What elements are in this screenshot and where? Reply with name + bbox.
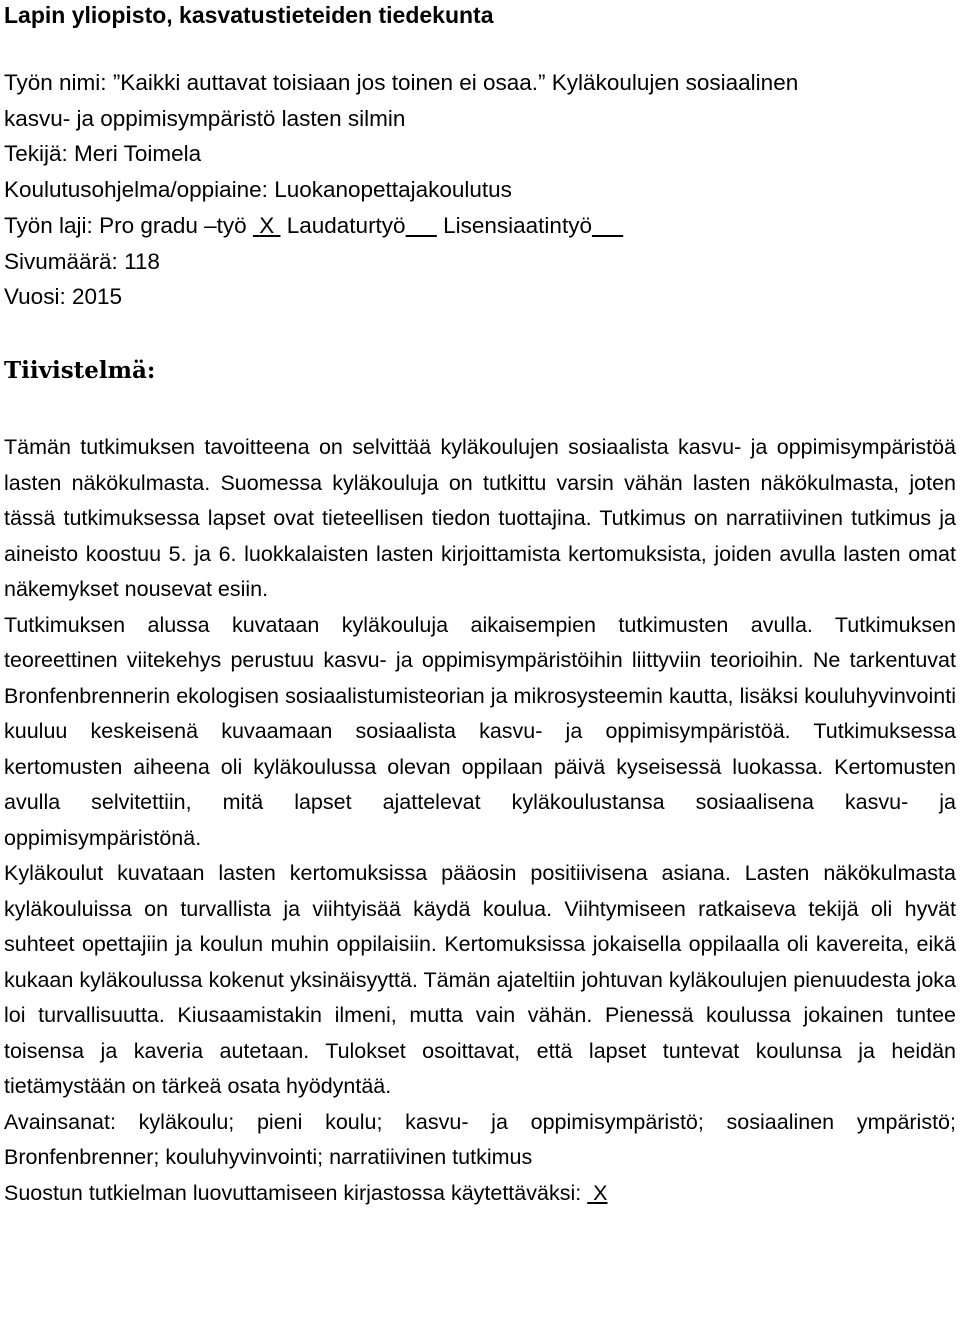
work-type-option-pro-gradu: Pro gradu –työ	[99, 212, 247, 238]
pages-value: 118	[124, 248, 160, 274]
work-type-mark-pro-gradu: X	[259, 212, 275, 238]
work-type-mark-licentiate	[592, 213, 623, 238]
author-label: Tekijä:	[4, 141, 68, 167]
keywords-paragraph	[4, 1105, 956, 1176]
thesis-metadata	[4, 65, 956, 315]
work-type-line	[4, 208, 956, 244]
abstract-paragraph-3: Kyläkoulut kuvataan lasten kertomuksissa pääosin positiivisena asiana. Lasten näkökulmasta kyläkouluissa on turvallista ja viihtyisää käydä koulua. Viihtymiseen ratkaiseva tekijä oli hyvät suhteet opettajiin ja koulun muhin oppilaisiin. Kertomuksissa jokaisella oppilaalla oli kavereita, eikä kukaan kyläkoulussa kokenut yksinäisyyttä. Tämän ajateltiin johtuvan kyläkoulujen pienuudesta joka loi turvallisuutta. Kiusaamistakin ilmeni, mutta vain vähän. Pienessä koulussa jokainen tuntee toisensa ja kaveria autetaan. Tulokset osoittavat, että lapset tuntevat koulunsa ja heidän tietämystään on tärkeä osata hyödyntää.	[4, 861, 956, 1098]
work-type-mark-laudatur	[406, 213, 437, 238]
pages-line	[4, 244, 956, 280]
work-title-value: ”Kaikki auttavat toisiaan jos toinen ei osaa.” Kyläkoulujen sosiaalinen	[112, 70, 799, 95]
abstract-heading: Tiivistelmä:	[4, 357, 156, 384]
abstract-paragraph-2: Tutkimuksen alussa kuvataan kyläkouluja aikaisempien tutkimusten avulla. Tutkimuksen teoreettinen viitekehys perustuu kasvu- ja oppimisympäristöihin liittyviin teorioihin. Ne tarkentuvat Bronfenbrennerin ekologisen sosiaalistumisteorian ja mikrosysteemin kautta, lisäksi kouluhyvinvointi kuuluu keskeisenä kuvaamaan sosiaalista kasvu- ja oppimisympäristöä. Tutkimuksessa kertomusten aiheena oli kyläkoulussa olevan oppilaan päivä kyseisessä luokassa. Kertomusten avulla selvitettiin, mitä lapset ajattelevat kyläkoulustansa sosiaalisena kasvu- ja oppimisympäristönä.	[4, 612, 956, 850]
work-title-line-2: kasvu- ja oppimisympäristö lasten silmin	[4, 105, 406, 131]
year-line	[4, 279, 956, 315]
work-type-option-licentiate: Lisensiaatintyö	[443, 212, 592, 238]
abstract-paragraph-1: Tämän tutkimuksen tavoitteena on selvittää kyläkoulujen sosiaalista kasvu- ja oppimisympäristöä lasten näkökulmasta. Suomessa kyläkouluja on tutkittu varsin vähän lasten näkökulmasta, joten tässä tutkimuksessa lapset ovat tieteellisen tiedon tuottajina. Tutkimus on narratiivinen tutkimus ja aineisto koostuu 5. ja 6. luokkalaisten lasten kirjoittamista kertomuksista, joiden avulla lasten omat näkemykset nousevat esiin.	[4, 435, 956, 601]
year-label: Vuosi:	[4, 284, 66, 310]
year-value: 2015	[71, 284, 123, 310]
programme-line	[4, 172, 956, 208]
author-value: Meri Toimela	[74, 141, 202, 167]
work-type-option-laudatur: Laudaturtyö	[286, 212, 406, 238]
consent-mark: X	[593, 1180, 608, 1205]
pages-label: Sivumäärä:	[4, 248, 118, 274]
consent-line	[4, 1176, 956, 1212]
programme-value: Luokanopettajakoulutus	[274, 177, 512, 203]
abstract-body	[4, 430, 956, 1211]
institution-title: Lapin yliopisto, kasvatustieteiden tiedekunta	[4, 2, 494, 28]
author-line	[4, 136, 956, 172]
keywords-label: Avainsanat:	[4, 1109, 116, 1134]
work-title-line-1	[4, 65, 956, 101]
programme-label: Koulutusohjelma/oppiaine:	[4, 177, 268, 203]
work-type-label: Työn laji:	[4, 212, 93, 238]
keywords-value: kyläkoulu; pieni koulu; kasvu- ja oppimisympäristö; sosiaalinen ympäristö; Bronfenbrenner; kouluhyvinvointi; narratiivinen tutkimus	[4, 1109, 956, 1169]
work-title-label: Työn nimi:	[4, 70, 107, 95]
consent-label: Suostun tutkielman luovuttamiseen kirjastossa käytettäväksi:	[4, 1180, 582, 1205]
